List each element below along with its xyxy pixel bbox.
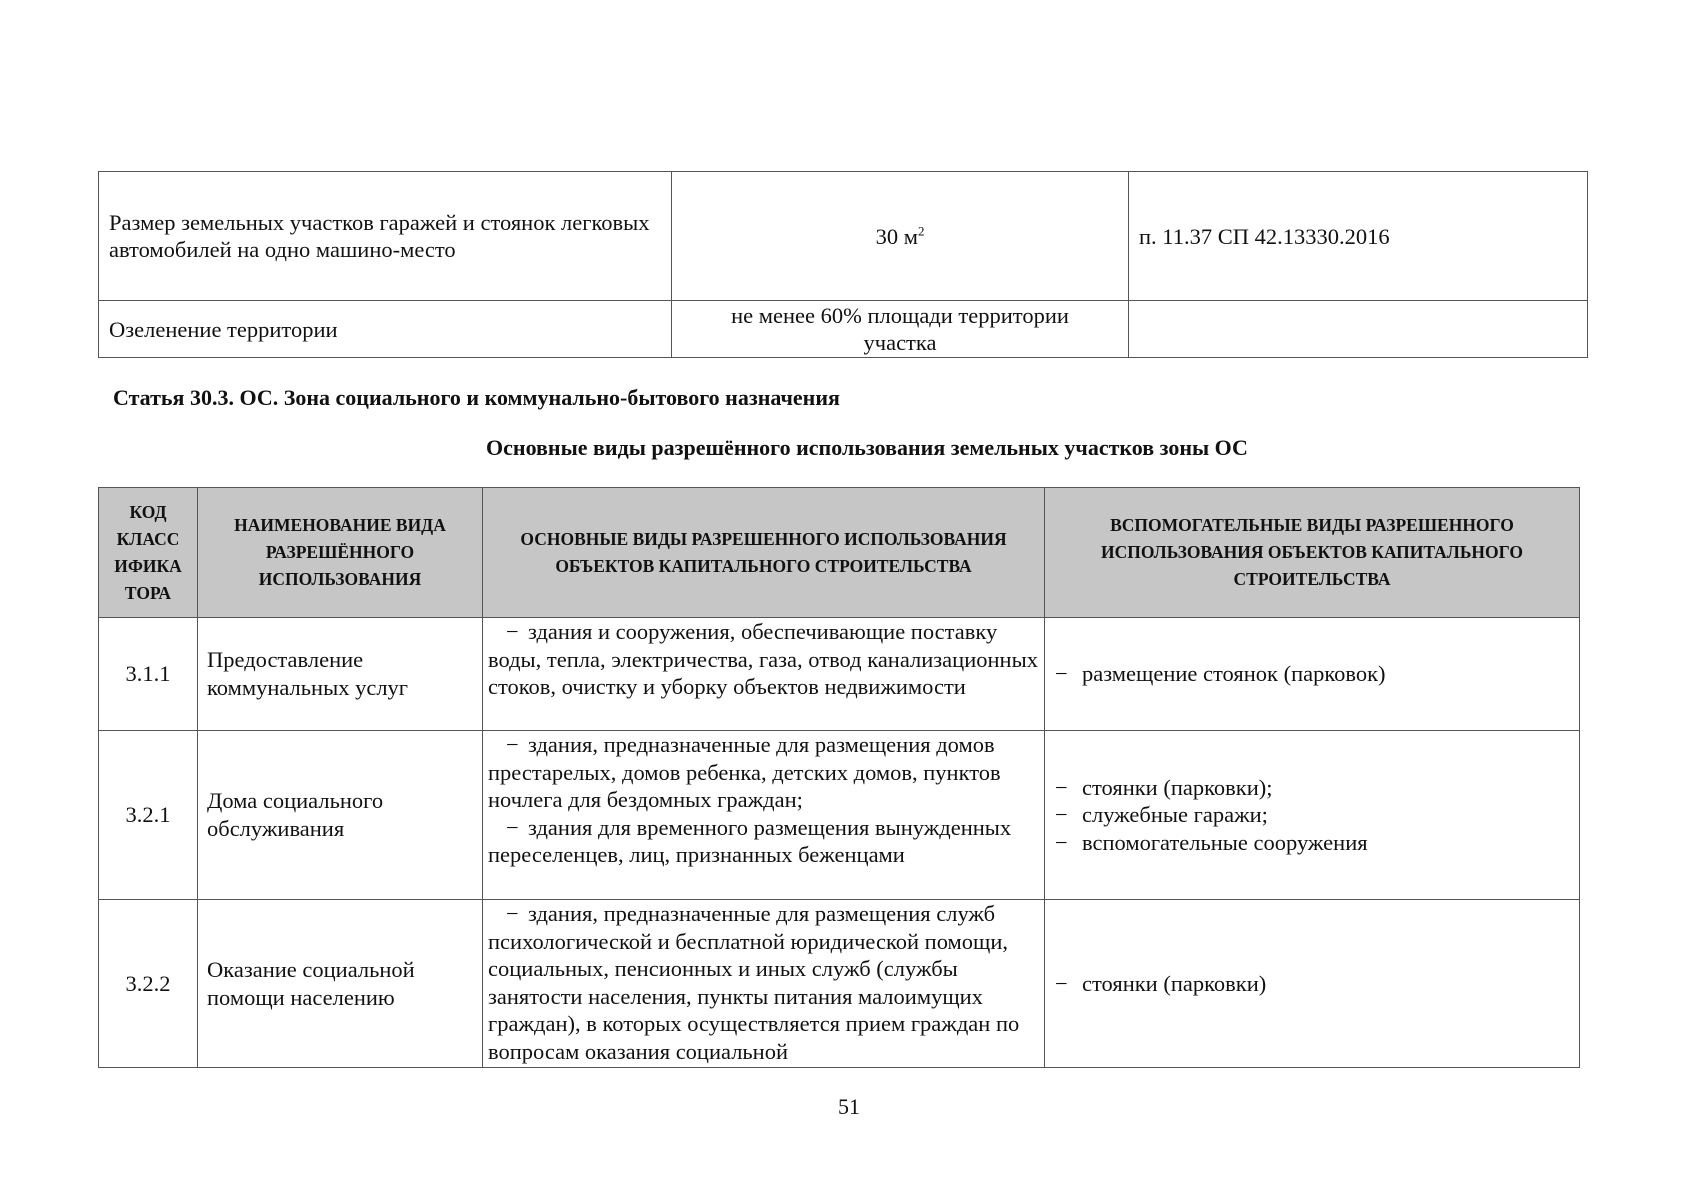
- value-superscript: 2: [917, 223, 925, 238]
- header-row: [99, 488, 1580, 618]
- header-name: НАИМЕНОВАНИЕ ВИДА РАЗРЕШЁННОГО ИСПОЛЬЗОВАНИЯ: [198, 488, 483, 618]
- main-uses-cell: [483, 900, 1045, 1068]
- value-cell: [672, 301, 1129, 358]
- aux-use-item: − стоянки (парковки);: [1055, 774, 1273, 800]
- page-number: 51: [838, 1094, 860, 1119]
- value-cell: [672, 172, 1129, 301]
- parameter-cell: [99, 301, 672, 358]
- aux-use-item: − вспомогательные сооружения: [1055, 829, 1368, 855]
- code-cell: 3.1.1: [99, 618, 198, 731]
- land-use-table: [98, 487, 1580, 1068]
- value-text: 30 м: [875, 223, 918, 249]
- main-use-item: − здания, предназначенные для размещения домов престарелых, домов ребенка, детских домов, пунктов ночлега для бездомных граждан;: [488, 732, 1001, 813]
- main-uses-clip: [488, 900, 1038, 1067]
- main-use-item: − здания для временного размещения вынужденных переселенцев, лиц, признанных беженцами: [488, 814, 1012, 868]
- aux-use-item: − служебные гаражи;: [1055, 802, 1268, 828]
- code-cell: 3.2.2: [99, 900, 198, 1068]
- main-use-item: − здания, предназначенные для размещения служб психологической и бесплатной юридической помощи, социальных, пенсионных и иных служб (службы занятости населения, пункты питания малоимущих граждан), в которых осуществляется прием граждан по вопросам оказания социальной: [488, 901, 1020, 1064]
- main-use-item: − здания и сооружения, обеспечивающие поставку воды, тепла, электричества, газа, отвод канализационных стоков, очистку и уборку объектов недвижимости: [488, 619, 1038, 700]
- header-aux: ВСПОМОГАТЕЛЬНЫЕ ВИДЫ РАЗРЕШЕННОГО ИСПОЛЬЗОВАНИЯ ОБЪЕКТОВ КАПИТАЛЬНОГО СТРОИТЕЛЬСТВА: [1045, 488, 1580, 618]
- reference-cell: [1129, 301, 1588, 358]
- aux-use-item: − размещение стоянок (парковок): [1055, 661, 1386, 687]
- name-cell: Предоставление коммунальных услуг: [198, 618, 483, 731]
- parameter-cell: [99, 172, 672, 301]
- parameter-text: Размер земельных участков гаражей и стоянок легковых автомобилей на одно машино-место: [109, 210, 650, 262]
- name-cell: Дома социального обслуживания: [198, 731, 483, 900]
- main-uses-cell: [483, 731, 1045, 900]
- name-cell: Оказание социальной помощи населению: [198, 900, 483, 1068]
- reference-cell: [1129, 172, 1588, 301]
- table-row: [99, 900, 1580, 1068]
- table-row: [99, 301, 1588, 358]
- header-code: КОД КЛАСС ИФИКА ТОРА: [99, 488, 198, 618]
- code-cell: 3.2.1: [99, 731, 198, 900]
- table-row: [99, 618, 1580, 731]
- aux-uses-cell: [1045, 731, 1580, 900]
- table-title: Основные виды разрешённого использования земельных участков зоны ОС: [486, 435, 1248, 460]
- table-row: [99, 172, 1588, 301]
- main-uses-cell: [483, 618, 1045, 731]
- table-row: [99, 731, 1580, 900]
- aux-use-item: − стоянки (парковки): [1055, 970, 1267, 996]
- aux-uses-cell: [1045, 618, 1580, 731]
- parameter-text: Озеленение территории: [109, 316, 338, 342]
- parameters-table: [98, 171, 1588, 358]
- aux-uses-cell: [1045, 900, 1580, 1068]
- header-main: ОСНОВНЫЕ ВИДЫ РАЗРЕШЕННОГО ИСПОЛЬЗОВАНИЯ ОБЪЕКТОВ КАПИТАЛЬНОГО СТРОИТЕЛЬСТВА: [483, 488, 1045, 618]
- value-text: не менее 60% площади территории участка: [731, 303, 1069, 355]
- article-title: Статья 30.3. ОС. Зона социального и коммунально-бытового назначения: [113, 385, 840, 410]
- reference-text: п. 11.37 СП 42.13330.2016: [1139, 223, 1390, 249]
